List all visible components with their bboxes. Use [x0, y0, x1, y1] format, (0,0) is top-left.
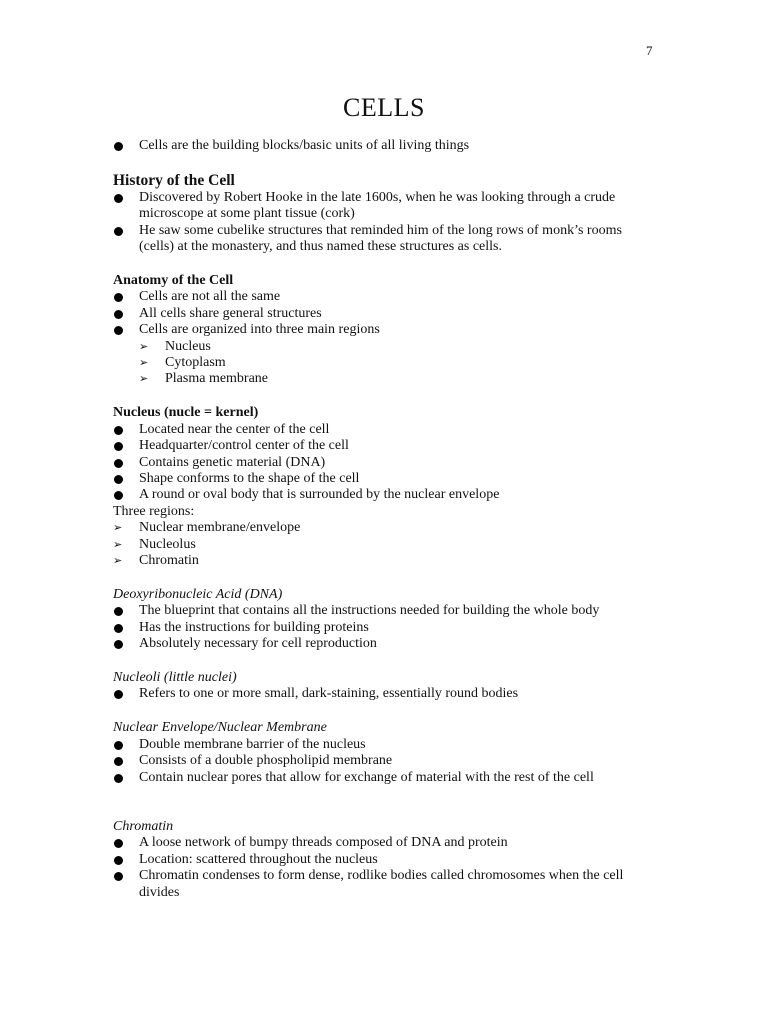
history-heading: History of the Cell: [113, 171, 235, 189]
envelope-list: [113, 737, 658, 786]
envelope-item: Contain nuclear pores that allow for exchange of material with the rest of the cell: [113, 770, 658, 786]
anatomy-region-item: ➢ Nucleus: [113, 339, 658, 355]
dna-heading: Deoxyribonucleic Acid (DNA): [113, 586, 283, 602]
dna-item: Has the instructions for building proteins: [113, 620, 658, 636]
history-list: [113, 190, 658, 256]
chromatin-heading: Chromatin: [113, 819, 174, 834]
nucleoli-heading: Nucleoli (little nuclei): [113, 670, 237, 686]
anatomy-region-item: ➢ Plasma membrane: [113, 371, 658, 387]
page-number: 7: [646, 43, 653, 58]
anatomy-region-item: ➢ Cytoplasm: [113, 355, 658, 371]
chromatin-item: A loose network of bumpy threads composed of DNA and protein: [113, 835, 658, 851]
history-item: He saw some cubelike structures that reminded him of the long rows of monk’s rooms (cells) at the monastery, and thus named these structures as cells.: [113, 223, 658, 256]
three-regions-label: Three regions:: [113, 503, 195, 519]
dna-item: Absolutely necessary for cell reproduction: [113, 636, 658, 652]
anatomy-item: All cells share general structures: [113, 306, 658, 322]
history-item: Discovered by Robert Hooke in the late 1600s, when he was looking through a crude microscope at some plant tissue (cork): [113, 190, 658, 223]
nucleus-heading: Nucleus (nucle = kernel): [113, 405, 259, 421]
nucleus-regions-list: [113, 520, 658, 569]
chromatin-item: Chromatin condenses to form dense, rodlike bodies called chromosomes when the cell divides: [113, 868, 658, 901]
dna-list: [113, 603, 658, 652]
anatomy-item: Cells are not all the same: [113, 289, 658, 305]
nucleus-item: Headquarter/control center of the cell: [113, 438, 658, 454]
envelope-heading: Nuclear Envelope/Nuclear Membrane: [113, 720, 327, 736]
nucleus-list: [113, 422, 658, 504]
envelope-item: Double membrane barrier of the nucleus: [113, 737, 658, 753]
chromatin-list: [113, 835, 658, 901]
nucleus-item: Contains genetic material (DNA): [113, 455, 658, 471]
nucleus-item: Located near the center of the cell: [113, 422, 658, 438]
nucleus-item: Shape conforms to the shape of the cell: [113, 471, 658, 487]
nucleus-region-item: ➢ Nucleolus: [113, 537, 658, 553]
nucleus-item: A round or oval body that is surrounded by the nuclear envelope: [113, 487, 658, 503]
document-body: [113, 138, 658, 901]
anatomy-regions-list: [113, 339, 658, 388]
anatomy-heading: Anatomy of the Cell: [113, 273, 234, 289]
page-title: CELLS: [343, 93, 425, 122]
nucleoli-item: Refers to one or more small, dark-staining, essentially round bodies: [113, 686, 658, 702]
chromatin-item: Location: scattered throughout the nucleus: [113, 852, 658, 868]
nucleoli-list: [113, 686, 658, 702]
nucleus-region-item: ➢ Chromatin: [113, 553, 658, 569]
intro-list: [113, 138, 658, 154]
intro-item: Cells are the building blocks/basic units of all living things: [113, 138, 658, 154]
dna-item: The blueprint that contains all the instructions needed for building the whole body: [113, 603, 658, 619]
anatomy-list: [113, 289, 658, 338]
nucleus-region-item: ➢ Nuclear membrane/envelope: [113, 520, 658, 536]
anatomy-item: Cells are organized into three main regions: [113, 322, 658, 338]
envelope-item: Consists of a double phospholipid membrane: [113, 753, 658, 769]
